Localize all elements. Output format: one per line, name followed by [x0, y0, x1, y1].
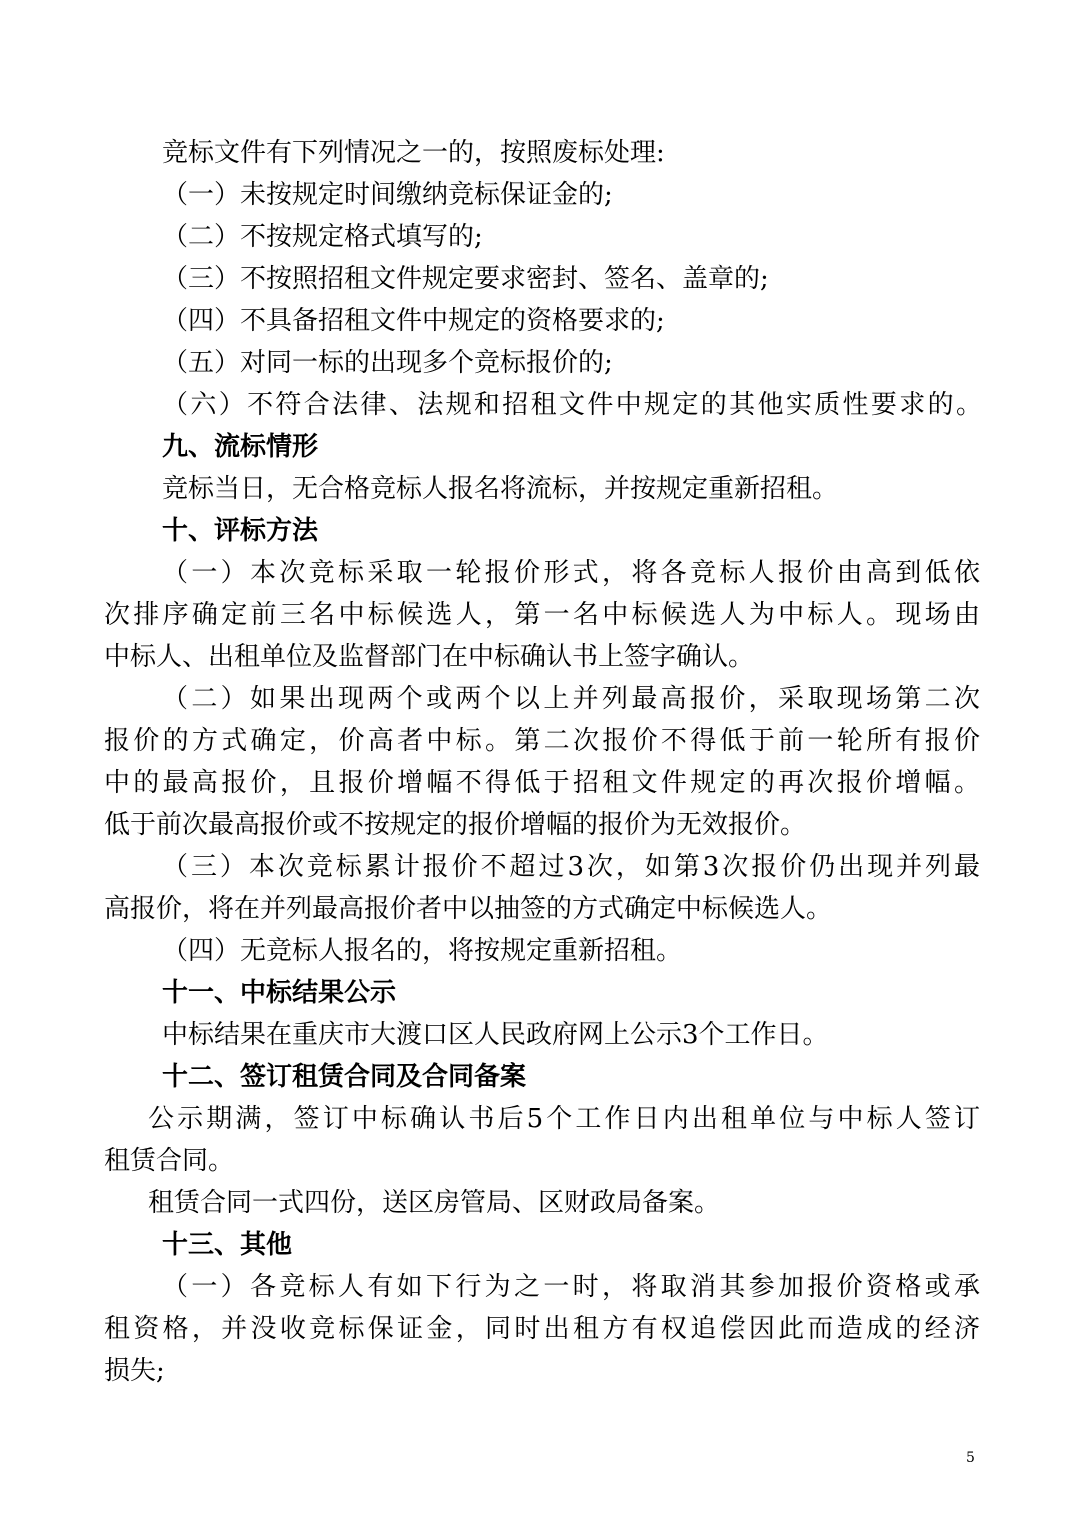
paragraph-line: （四）无竞标人报名的，将按规定重新招租。	[162, 936, 683, 966]
paragraph-line: 中标人、出租单位及监督部门在中标确认书上签字确认。	[104, 642, 755, 672]
paragraph-line: 中标结果在重庆市大渡口区人民政府网上公示3个工作日。	[162, 1020, 829, 1050]
paragraph-line: （三）本次竞标累计报价不超过3次，如第3次报价仍出现并列最	[162, 852, 980, 882]
paragraph-line: 租赁合同一式四份，送区房管局、区财政局备案。	[148, 1188, 721, 1218]
paragraph-line: （二）如果出现两个或两个以上并列最高报价，采取现场第二次	[162, 684, 980, 714]
paragraph-line: （一）各竞标人有如下行为之一时，将取消其参加报价资格或承	[162, 1272, 980, 1302]
paragraph-line: （一）本次竞标采取一轮报价形式，将各竞标人报价由高到低依	[162, 558, 980, 588]
section-heading-11: 十一、中标结果公示	[162, 978, 397, 1008]
list-item-4: （四）不具备招租文件中规定的资格要求的;	[162, 306, 665, 336]
paragraph-line: 报价的方式确定，价高者中标。第二次报价不得低于前一轮所有报价	[104, 726, 980, 756]
paragraph-line: 租资格，并没收竞标保证金，同时出租方有权追偿因此而造成的经济	[104, 1314, 980, 1344]
list-item-3: （三）不按照招租文件规定要求密封、签名、盖章的;	[162, 264, 769, 294]
list-item-2: （二）不按规定格式填写的;	[162, 222, 483, 252]
list-item-6: （六）不符合法律、法规和招租文件中规定的其他实质性要求的。	[162, 390, 982, 420]
paragraph-line: 租赁合同。	[104, 1146, 235, 1176]
paragraph-line: 次排序确定前三名中标候选人，第一名中标候选人为中标人。现场由	[104, 600, 980, 630]
paragraph-line: 公示期满，签订中标确认书后5个工作日内出租单位与中标人签订	[148, 1104, 980, 1134]
section-heading-9: 九、流标情形	[162, 432, 319, 462]
paragraph-line: 损失;	[104, 1356, 165, 1386]
paragraph-line: 中的最高报价，且报价增幅不得低于招租文件规定的再次报价增幅。	[104, 768, 980, 798]
paragraph-line: 高报价，将在并列最高报价者中以抽签的方式确定中标候选人。	[104, 894, 833, 924]
section-heading-13: 十三、其他	[162, 1230, 293, 1260]
page-number: 5	[966, 1450, 975, 1466]
intro-line: 竞标文件有下列情况之一的，按照废标处理:	[162, 138, 665, 168]
section-heading-10: 十、评标方法	[162, 516, 319, 546]
paragraph-line: 竞标当日，无合格竞标人报名将流标，并按规定重新招租。	[162, 474, 839, 504]
list-item-1: （一）未按规定时间缴纳竞标保证金的;	[162, 180, 613, 210]
paragraph-line: 低于前次最高报价或不按规定的报价增幅的报价为无效报价。	[104, 810, 807, 840]
section-heading-12: 十二、签订租赁合同及合同备案	[162, 1062, 527, 1092]
list-item-5: （五）对同一标的出现多个竞标报价的;	[162, 348, 613, 378]
